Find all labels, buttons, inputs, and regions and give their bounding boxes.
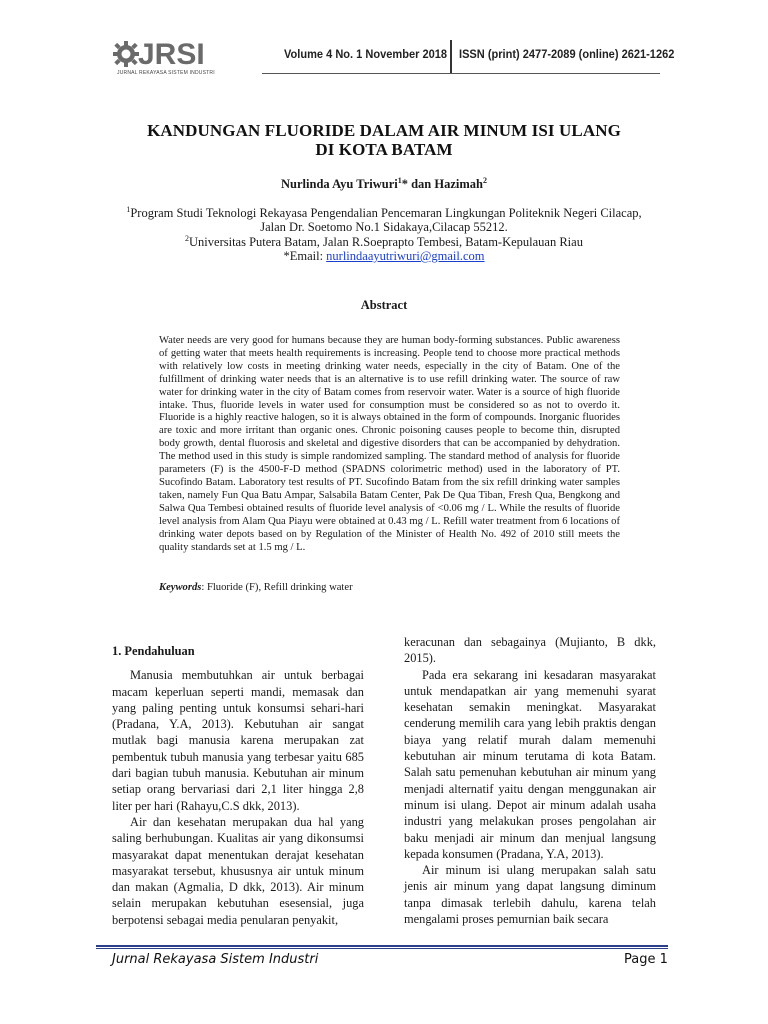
affiliation-1 xyxy=(100,205,668,221)
issn-info: ISSN (print) 2477-2089 (online) 2621-1262 xyxy=(459,47,675,61)
paragraph: Air minum isi ulang merupakan salah satu jenis air minum yang dapat langsung diminum tanpa dimasak terlebih dahulu, karena telah mengalami proses pemurnian baik secara xyxy=(404,863,656,927)
gear-icon xyxy=(112,40,140,68)
authors xyxy=(100,176,668,192)
keywords xyxy=(159,582,353,593)
journal-logo xyxy=(112,38,262,82)
header-separator xyxy=(450,40,452,73)
affiliation-2 xyxy=(100,234,668,250)
email-label: *Email: xyxy=(283,249,327,263)
footer-rule xyxy=(96,945,668,947)
author-1: Nurlinda Ayu Triwuri xyxy=(281,177,398,192)
affiliation-1-sup: 1 xyxy=(126,205,131,214)
paragraph: Manusia membutuhkan air untuk berbagai macam keperluan seperti mandi, memasak dan yang paling penting untuk konsumsi sehari-hari (Pradana, Y.A, 2013). Kebutuhan air sangat mutlak bagi manusia karena merupakan zat pembentuk tubuh manusia yang terbesar yaitu 685 dari bagian tubuh manusia. Kebutuhan air minum setiap orang bervariasi dari 2,1 liter hingga 2,8 liter per hari (Rahayu,C.S dkk, 2013). xyxy=(112,668,364,813)
paragraph: Pada era sekarang ini kesadaran masyarakat untuk mendapatkan air yang memenuhi syarat kesehatan semakin meningkat. Masyarakat cenderung memilih cara yang lebih praktis dengan biaya yang relatif murah dalam memenuhi kebutuhan air minum terutama di kota Batam. Salah satu pemenuhan kebutuhan air minum yang menjadi alternatif yaitu dengan menggunakan air minum isi ulang. Depot air minum adalah usaha industri yang melakukan proses pengolahan air baku menjadi air minum dan menjual langsung kepada konsumen (Pradana, Y.A, 2013). xyxy=(404,667,656,861)
footer-rule-thin xyxy=(96,948,668,949)
affiliation-1-line1: Program Studi Teknologi Rekayasa Pengendalian Pencemaran Lingkungan Politeknik Negeri Cilacap, xyxy=(130,206,642,221)
page-number: Page 1 xyxy=(624,952,668,967)
author-2-sup: 2 xyxy=(482,176,487,185)
abstract-heading: Abstract xyxy=(360,298,408,312)
affiliation-1-address: Jalan Dr. Soetomo No.1 Sidakaya,Cilacap 55212. xyxy=(260,220,508,234)
logo-subtitle: JURNAL REKAYASA SISTEM INDUSTRI xyxy=(117,70,215,76)
paper-title-line1: KANDUNGAN FLUORIDE DALAM AIR MINUM ISI ULANG xyxy=(147,121,621,140)
affiliation-2-line: Universitas Putera Batam, Jalan R.Soeprapto Tembesi, Batam-Kepulauan Riau xyxy=(189,235,583,250)
keywords-label: Keywords xyxy=(159,582,202,593)
footer-journal-name: Jurnal Rekayasa Sistem Industri xyxy=(112,952,319,967)
paragraph: keracunan dan sebagainya (Mujianto, B dkk, 2015). xyxy=(404,635,656,666)
logo-text: JRSI xyxy=(138,38,205,71)
email-link[interactable]: nurlindaayutriwuri@gmail.com xyxy=(326,249,485,263)
section-heading: 1. Pendahuluan xyxy=(112,644,195,658)
author-1-sup: 1 xyxy=(397,176,402,185)
paragraph: Air dan kesehatan merupakan dua hal yang saling berhubungan. Kualitas air yang dikonsumsi masyarakat dapat menentukan derajat kesehatan masyarakat tersebut, khususnya air untuk minum dan makan (Agmalia, D dkk, 2013). Air minum selain merupakan kebutuhan esesensial, juga berpotensi sebagai media penularan penyakit, xyxy=(112,814,364,927)
body-column-left xyxy=(112,643,364,928)
author-2: * dan Hazimah xyxy=(401,177,483,192)
affiliation-2-sup: 2 xyxy=(185,234,190,243)
volume-info: Volume 4 No. 1 November 2018 xyxy=(284,47,448,61)
contact-email xyxy=(100,249,668,264)
keywords-text: : Fluoride (F), Refill drinking water xyxy=(201,582,353,593)
paper-title-line2: DI KOTA BATAM xyxy=(315,140,453,159)
abstract-body: Water needs are very good for humans because they are human body-forming substances. Public awareness of getting water that meets health requirements is increasing. People tend to choose more practical methods with relatively low costs in meeting drinking water needs, especially in the city of Batam. One of the fulfillment of drinking water needs that is an alternative is to use refill drinking water. The source of raw water for drinking water in the city of Batam comes from reservoir water. Water is a source of high fluoride intake. Thus, fluoride levels in water used for consumption must be considered so as not to overdo it. Fluoride is a highly reactive halogen, so it is always obtained in the form of compounds. Inorganic fluorides are toxic and more irritant than organic ones. Chronic poisoning causes people to become thin, disrupted body growth, dental fluorosis and skeletal and digestive disorders that can be accompanied by dehydration. The method used in this study is simple randomized sampling. The standard method of analysis for fluoride parameters (F) is the 4500-F-D method (SPADNS colorimetric method) used in the laboratory of PT. Sucofindo Batam. Laboratory test results of PT. Sucofindo Batam from the six refill drinking water samples taken, namely Fun Qua Batu Ampar, Salsabila Batam Center, Pak De Qua Tiban, Fresh Qua, Bengkong and Salwa Qua Tembesi obtained results of fluoride level analysis of <0.06 mg / L. While the results of fluoride level analysis from Alam Qua Piayu were obtained at 0.43 mg / L. Refill water treatment from 6 locations of drinking water depots based on by Regulation of the Minister of Health No. 492 of 2010 still meets the quality standards set at 1.5 mg / L. xyxy=(159,335,620,553)
body-column-right xyxy=(404,634,656,927)
header-rule xyxy=(262,73,660,74)
